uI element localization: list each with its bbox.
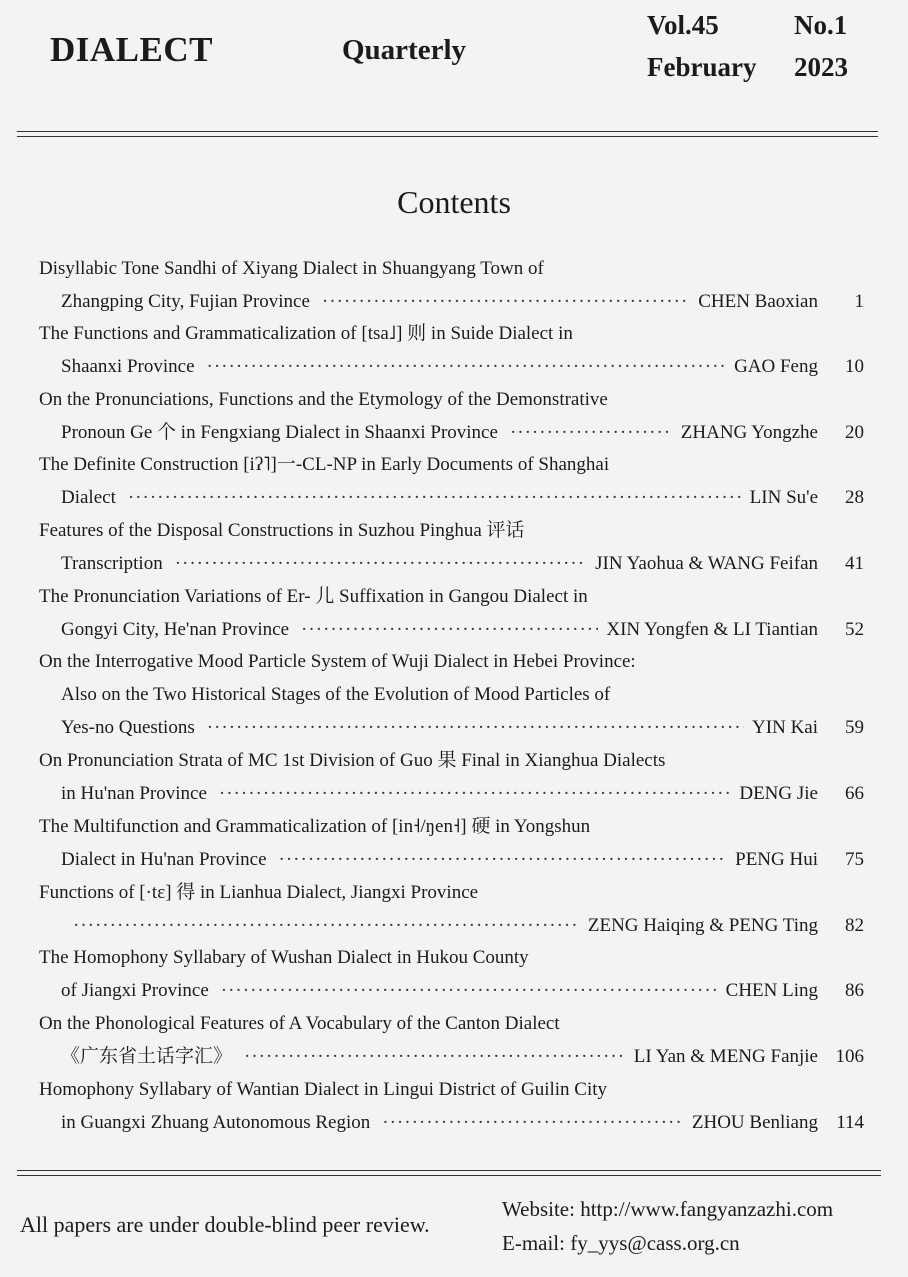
- toc-entry-last-line: [0, 350, 908, 383]
- toc-author: LIN Su'e: [749, 487, 818, 508]
- toc-page-number: 28: [845, 487, 864, 508]
- toc-title-line: Features of the Disposal Constructions in Suzhou Pinghua 评话: [39, 520, 525, 541]
- toc-entry-last-line: [0, 843, 908, 876]
- toc-page-number: 10: [845, 356, 864, 377]
- toc-page-number: 52: [845, 619, 864, 640]
- contents-heading: Contents: [397, 184, 511, 220]
- toc-title-line: Yes-no Questions: [61, 717, 195, 738]
- toc-title-line: Transcription: [61, 553, 163, 574]
- toc-entry-last-line: [0, 1040, 908, 1073]
- toc-entry-last-line: [0, 613, 908, 646]
- toc-page-number: 114: [836, 1112, 864, 1133]
- toc-page-number: 1: [854, 291, 864, 312]
- toc-entry[interactable]: [0, 448, 908, 514]
- toc-author: XIN Yongfen & LI Tiantian: [606, 619, 818, 640]
- toc-title-line: Homophony Syllabary of Wantian Dialect in Lingui District of Guilin City: [39, 1079, 608, 1100]
- header-rule-top: [17, 131, 878, 132]
- toc-page-number: 41: [845, 553, 864, 574]
- toc-entry[interactable]: [0, 1007, 908, 1073]
- toc-entry[interactable]: [0, 580, 908, 646]
- toc-author: ZENG Haiqing & PENG Ting: [587, 915, 818, 936]
- toc-entry-last-line: [0, 974, 908, 1007]
- toc-page-number: 106: [835, 1046, 864, 1067]
- toc-entry[interactable]: [0, 810, 908, 876]
- toc-author: CHEN Ling: [725, 980, 818, 1001]
- leader-dots: [73, 909, 580, 942]
- header-rule-bottom: [17, 136, 878, 137]
- toc-entry[interactable]: [0, 941, 908, 1007]
- toc-page-number: 59: [845, 717, 864, 738]
- toc-title-line: On Pronunciation Strata of MC 1st Division of Guo 果 Final in Xianghua Dialects: [39, 750, 666, 771]
- toc-entry[interactable]: [0, 514, 908, 580]
- email-link[interactable]: E-mail: fy_yys@cass.org.cn: [502, 1231, 740, 1255]
- leader-dots: [301, 613, 598, 646]
- toc-author: LI Yan & MENG Fanjie: [633, 1046, 818, 1067]
- toc-entry-last-line: [0, 909, 908, 942]
- toc-title-line: On the Interrogative Mood Particle System of Wuji Dialect in Hebei Province:: [39, 651, 636, 672]
- toc-title-line: Pronoun Ge 个 in Fengxiang Dialect in Shaanxi Province: [61, 422, 498, 443]
- toc-title-line: 《广东省土话字汇》: [61, 1046, 233, 1067]
- issue-month: February: [647, 52, 757, 82]
- toc-entry[interactable]: [0, 876, 908, 942]
- leader-dots: [175, 547, 587, 580]
- toc-title-line: Functions of [·tɛ] 得 in Lianhua Dialect, Jiangxi Province: [39, 882, 479, 903]
- toc-entry-last-line: [0, 416, 908, 449]
- leader-dots: [510, 416, 673, 449]
- toc-author: PENG Hui: [735, 849, 818, 870]
- leader-dots: [279, 843, 728, 876]
- toc-title-line: Zhangping City, Fujian Province: [61, 291, 310, 312]
- toc-page-number: 82: [845, 915, 864, 936]
- toc-entry-last-line: [0, 547, 908, 580]
- journal-frequency: Quarterly: [342, 34, 467, 66]
- toc-author: GAO Feng: [734, 356, 818, 377]
- peer-review-note: All papers are under double-blind peer review.: [20, 1212, 430, 1237]
- leader-dots: [207, 350, 727, 383]
- toc-title-line: The Homophony Syllabary of Wushan Dialect in Hukou County: [39, 947, 529, 968]
- toc-title-line: Dialect in Hu'nan Province: [61, 849, 267, 870]
- leader-dots: [244, 1040, 626, 1073]
- toc-page-number: 75: [845, 849, 864, 870]
- toc-page-number: 86: [845, 980, 864, 1001]
- toc-entry[interactable]: [0, 744, 908, 810]
- toc-title-line: The Functions and Grammaticalization of [tsa˩] 则 in Suide Dialect in: [39, 323, 573, 344]
- toc-author: DENG Jie: [739, 783, 818, 804]
- leader-dots: [207, 711, 744, 744]
- toc-title-line: in Hu'nan Province: [61, 783, 207, 804]
- issue-number: No.1: [794, 10, 848, 40]
- toc-author: JIN Yaohua & WANG Feifan: [595, 553, 818, 574]
- toc-page-number: 20: [845, 422, 864, 443]
- toc-title-line: On the Pronunciations, Functions and the Etymology of the Demonstrative: [39, 389, 608, 410]
- toc-title-line: in Guangxi Zhuang Autonomous Region: [61, 1112, 371, 1133]
- toc-entry-last-line: [0, 711, 908, 744]
- leader-dots: [221, 974, 718, 1007]
- toc-title-line: On the Phonological Features of A Vocabulary of the Canton Dialect: [39, 1013, 560, 1034]
- issue-year: 2023: [794, 52, 848, 82]
- toc-entry[interactable]: [0, 383, 908, 449]
- footer-rule-top: [17, 1170, 881, 1171]
- toc-title-line: The Definite Construction [iʔ˥]一-CL-NP in Early Documents of Shanghai: [39, 454, 610, 475]
- toc-title-line: Gongyi City, He'nan Province: [61, 619, 290, 640]
- toc-title-line: The Multifunction and Grammaticalization of [in˧/ŋen˧] 硬 in Yongshun: [39, 816, 591, 837]
- toc-entry-last-line: [0, 777, 908, 810]
- toc-title-line: Disyllabic Tone Sandhi of Xiyang Dialect in Shuangyang Town of: [39, 258, 544, 279]
- toc-entry-last-line: [0, 285, 908, 318]
- toc-entry-last-line: [0, 1106, 908, 1139]
- website-link[interactable]: Website: http://www.fangyanzazhi.com: [502, 1197, 834, 1221]
- toc-entry[interactable]: [0, 1073, 908, 1139]
- toc-author: ZHOU Benliang: [691, 1112, 818, 1133]
- leader-dots: [322, 285, 690, 318]
- toc-author: ZHANG Yongzhe: [680, 422, 818, 443]
- toc-entry[interactable]: [0, 252, 908, 318]
- toc-author: YIN Kai: [752, 717, 818, 738]
- toc-entry[interactable]: [0, 317, 908, 383]
- toc-entry-last-line: [0, 481, 908, 514]
- leader-dots: [219, 777, 731, 810]
- toc-title-line: Shaanxi Province: [61, 356, 195, 377]
- toc-title-line: Dialect: [61, 487, 116, 508]
- leader-dots: [128, 481, 742, 514]
- toc-title-line: Also on the Two Historical Stages of the Evolution of Mood Particles of: [61, 684, 611, 705]
- toc-author: CHEN Baoxian: [698, 291, 818, 312]
- toc-page-number: 66: [845, 783, 864, 804]
- toc-title-line: The Pronunciation Variations of Er- 儿 Suffixation in Gangou Dialect in: [39, 586, 588, 607]
- leader-dots: [382, 1106, 684, 1139]
- footer-rule-bottom: [17, 1175, 881, 1176]
- volume-label: Vol.45: [647, 10, 719, 40]
- journal-title: DIALECT: [50, 30, 213, 69]
- toc-entry[interactable]: [0, 645, 908, 744]
- toc-title-line: of Jiangxi Province: [61, 980, 209, 1001]
